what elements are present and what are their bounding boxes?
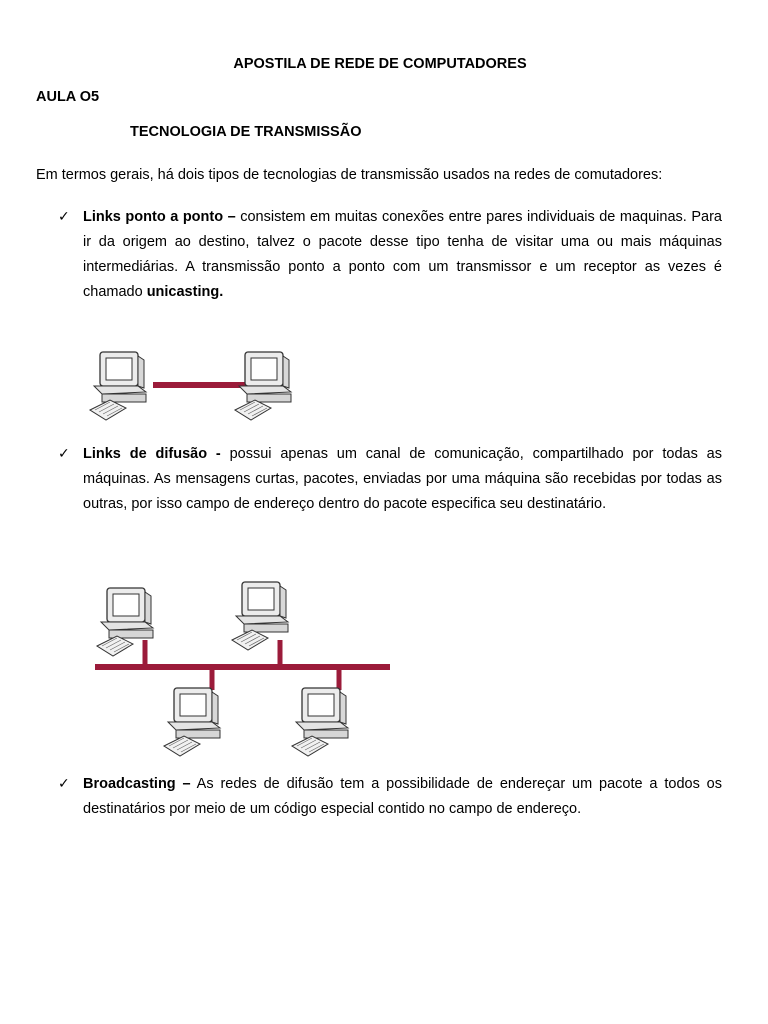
- lesson-label: AULA O5: [36, 89, 100, 105]
- computer-icon: [292, 688, 348, 756]
- document-title: APOSTILA DE REDE DE COMPUTADORES: [233, 56, 527, 72]
- bullet-point-to-point: [36, 205, 722, 305]
- section-subtitle: TECNOLOGIA DE TRANSMISSÃO: [130, 124, 362, 140]
- bullet-broadcast-links: [36, 442, 722, 517]
- point-to-point-diagram: [85, 345, 335, 425]
- computer-icon: [164, 688, 220, 756]
- bullet-text: [83, 772, 722, 822]
- bullet-text: [83, 442, 722, 517]
- bus-network-diagram: [92, 578, 397, 758]
- computer-icon: [90, 352, 146, 420]
- computer-icon: [235, 352, 291, 420]
- bullet-body: As redes de difusão tem a possibilidade de endereçar um pacote a todos os destinatários por meio de um código especial contido no campo de endereço.: [83, 776, 723, 817]
- checkmark-icon: ✓: [58, 209, 70, 225]
- bullet-body: consistem em muitas conexões entre pares individuais de maquinas. Para ir da origem ao destino, talvez o pacote desse tipo tenha de visitar uma ou mais máquinas intermediárias. A transmissão ponto a ponto com um transmissor e um receptor as vezes é chamado: [83, 209, 722, 300]
- checkmark-icon: ✓: [58, 776, 70, 792]
- bullet-text: [83, 205, 722, 305]
- bullet-broadcasting: [36, 772, 722, 822]
- bullet-term: Broadcasting –: [83, 776, 191, 792]
- computer-icon: [232, 582, 288, 650]
- bullet-body: possui apenas um canal de comunicação, compartilhado por todas as máquinas. As mensagens curtas, pacotes, enviadas por uma máquina são recebidas por todas as outras, por isso campo de endereço dentro do pacote especifica seu destinatário.: [83, 446, 722, 512]
- bullet-term: Links ponto a ponto –: [83, 209, 236, 225]
- intro-paragraph: Em termos gerais, há dois tipos de tecnologias de transmissão usados na redes de comutadores:: [36, 167, 663, 183]
- bullet-emphasis: unicasting.: [146, 284, 224, 300]
- checkmark-icon: ✓: [58, 446, 70, 462]
- bullet-term: Links de difusão -: [83, 446, 221, 462]
